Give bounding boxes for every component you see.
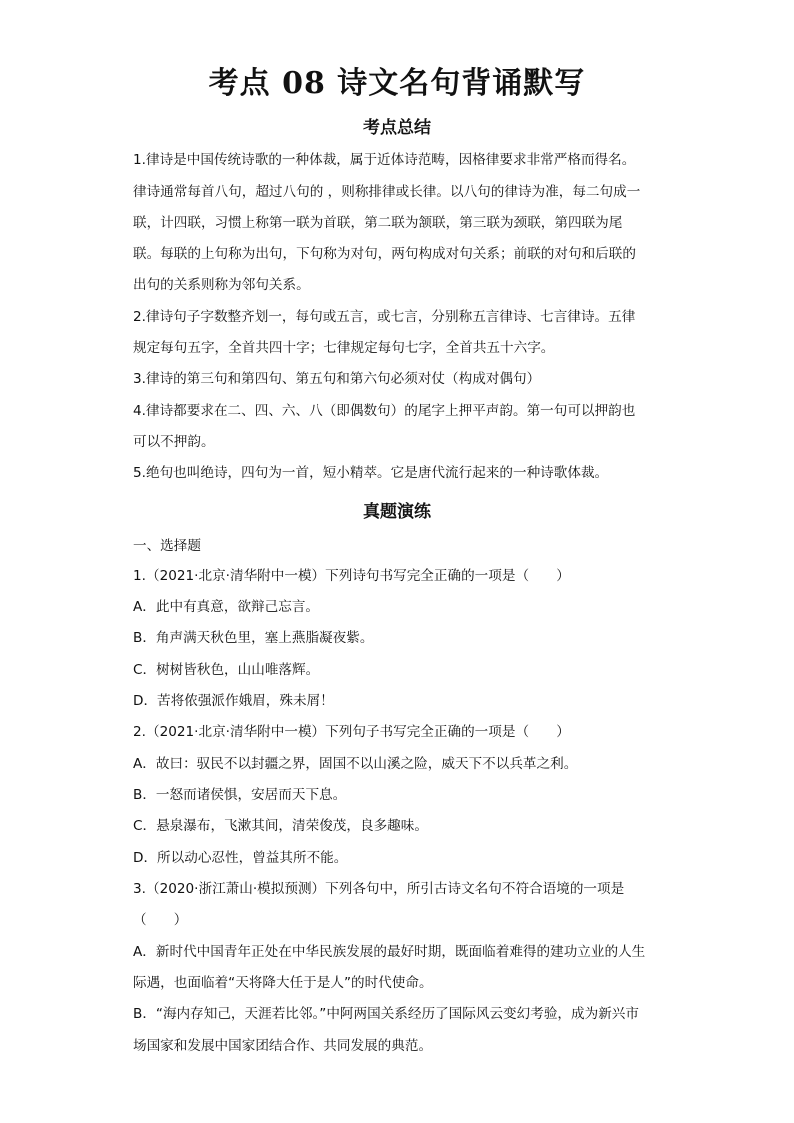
question-stem: 3.（2020·浙江萧山·模拟预测）下列各句中，所引古诗文名句不符合语境的一项是 — [133, 881, 625, 897]
summary-line: 5.绝句也叫绝诗，四句为一首，短小精萃。它是唐代流行起来的一种诗歌体裁。 — [133, 465, 609, 481]
summary-line: 1.律诗是中国传统诗歌的一种体裁，属于近体诗范畴，因格律要求非常严格而得名。 — [133, 152, 636, 168]
section-label: 一、选择题 — [133, 538, 201, 554]
answer-option: B．角声满天秋色里，塞上燕脂凝夜紫。 — [133, 630, 374, 646]
answer-option: A．故曰：驭民不以封疆之界，固国不以山溪之险，威天下不以兵革之利。 — [133, 756, 578, 772]
answer-option: C．树树皆秋色，山山唯落辉。 — [133, 662, 320, 678]
summary-line: 规定每句五字，全首共四十字；七律规定每句七字，全首共五十六字。 — [133, 340, 555, 356]
answer-option: D．苦将侬强派作娥眉，殊未屑！ — [133, 693, 334, 709]
summary-line: 联。每联的上句称为出句，下句称为对句，两句构成对句关系；前联的对句和后联的 — [133, 246, 636, 262]
summary-line: 联，计四联，习惯上称第一联为首联，第二联为颔联，第三联为颈联，第四联为尾 — [133, 215, 623, 231]
question-stem: 1.（2021·北京·清华附中一模）下列诗句书写完全正确的一项是（ ） — [133, 568, 570, 584]
answer-option: B．“海内存知己，天涯若比邻。”中阿两国关系经历了国际风云变幻考验，成为新兴市 — [133, 1006, 639, 1022]
answer-option: A．此中有真意，欲辩己忘言。 — [133, 599, 320, 615]
answer-option-continued: 场国家和发展中国家团结合作、共同发展的典范。 — [133, 1038, 433, 1054]
summary-heading: 考点总结 — [363, 118, 431, 138]
answer-option: B．一怒而诸侯惧，安居而天下息。 — [133, 787, 347, 803]
summary-line: 出句的关系则称为邻句关系。 — [133, 277, 310, 293]
summary-line: 可以不押韵。 — [133, 434, 215, 450]
question-stem-continued: （ ） — [133, 912, 188, 928]
answer-option: D．所以动心忍性，曾益其所不能。 — [133, 850, 348, 866]
summary-line: 2.律诗句子字数整齐划一，每句或五言，或七言，分别称五言律诗、七言律诗。五律 — [133, 309, 636, 325]
summary-line: 律诗通常每首八句，超过八句的 ，则称排律或长律。以八句的律诗为准，每二句成一 — [133, 184, 641, 200]
answer-option: A．新时代中国青年正处在中华民族发展的最好时期，既面临着难得的建功立业的人生 — [133, 944, 646, 960]
summary-line: 3.律诗的第三句和第四句、第五句和第六句必须对仗（构成对偶句） — [133, 371, 541, 387]
question-stem: 2.（2021·北京·清华附中一模）下列句子书写完全正确的一项是（ ） — [133, 724, 570, 740]
page-title: 考点 08 诗文名句背诵默写 — [208, 66, 586, 101]
practice-heading: 真题演练 — [363, 502, 431, 522]
summary-line: 4.律诗都要求在二、四、六、八（即偶数句）的尾字上押平声韵。第一句可以押韵也 — [133, 403, 636, 419]
answer-option-continued: 际遇，也面临着“天将降大任于是人”的时代使命。 — [133, 975, 433, 991]
answer-option: C．悬泉瀑布，飞漱其间，清荣俊茂，良多趣味。 — [133, 818, 428, 834]
